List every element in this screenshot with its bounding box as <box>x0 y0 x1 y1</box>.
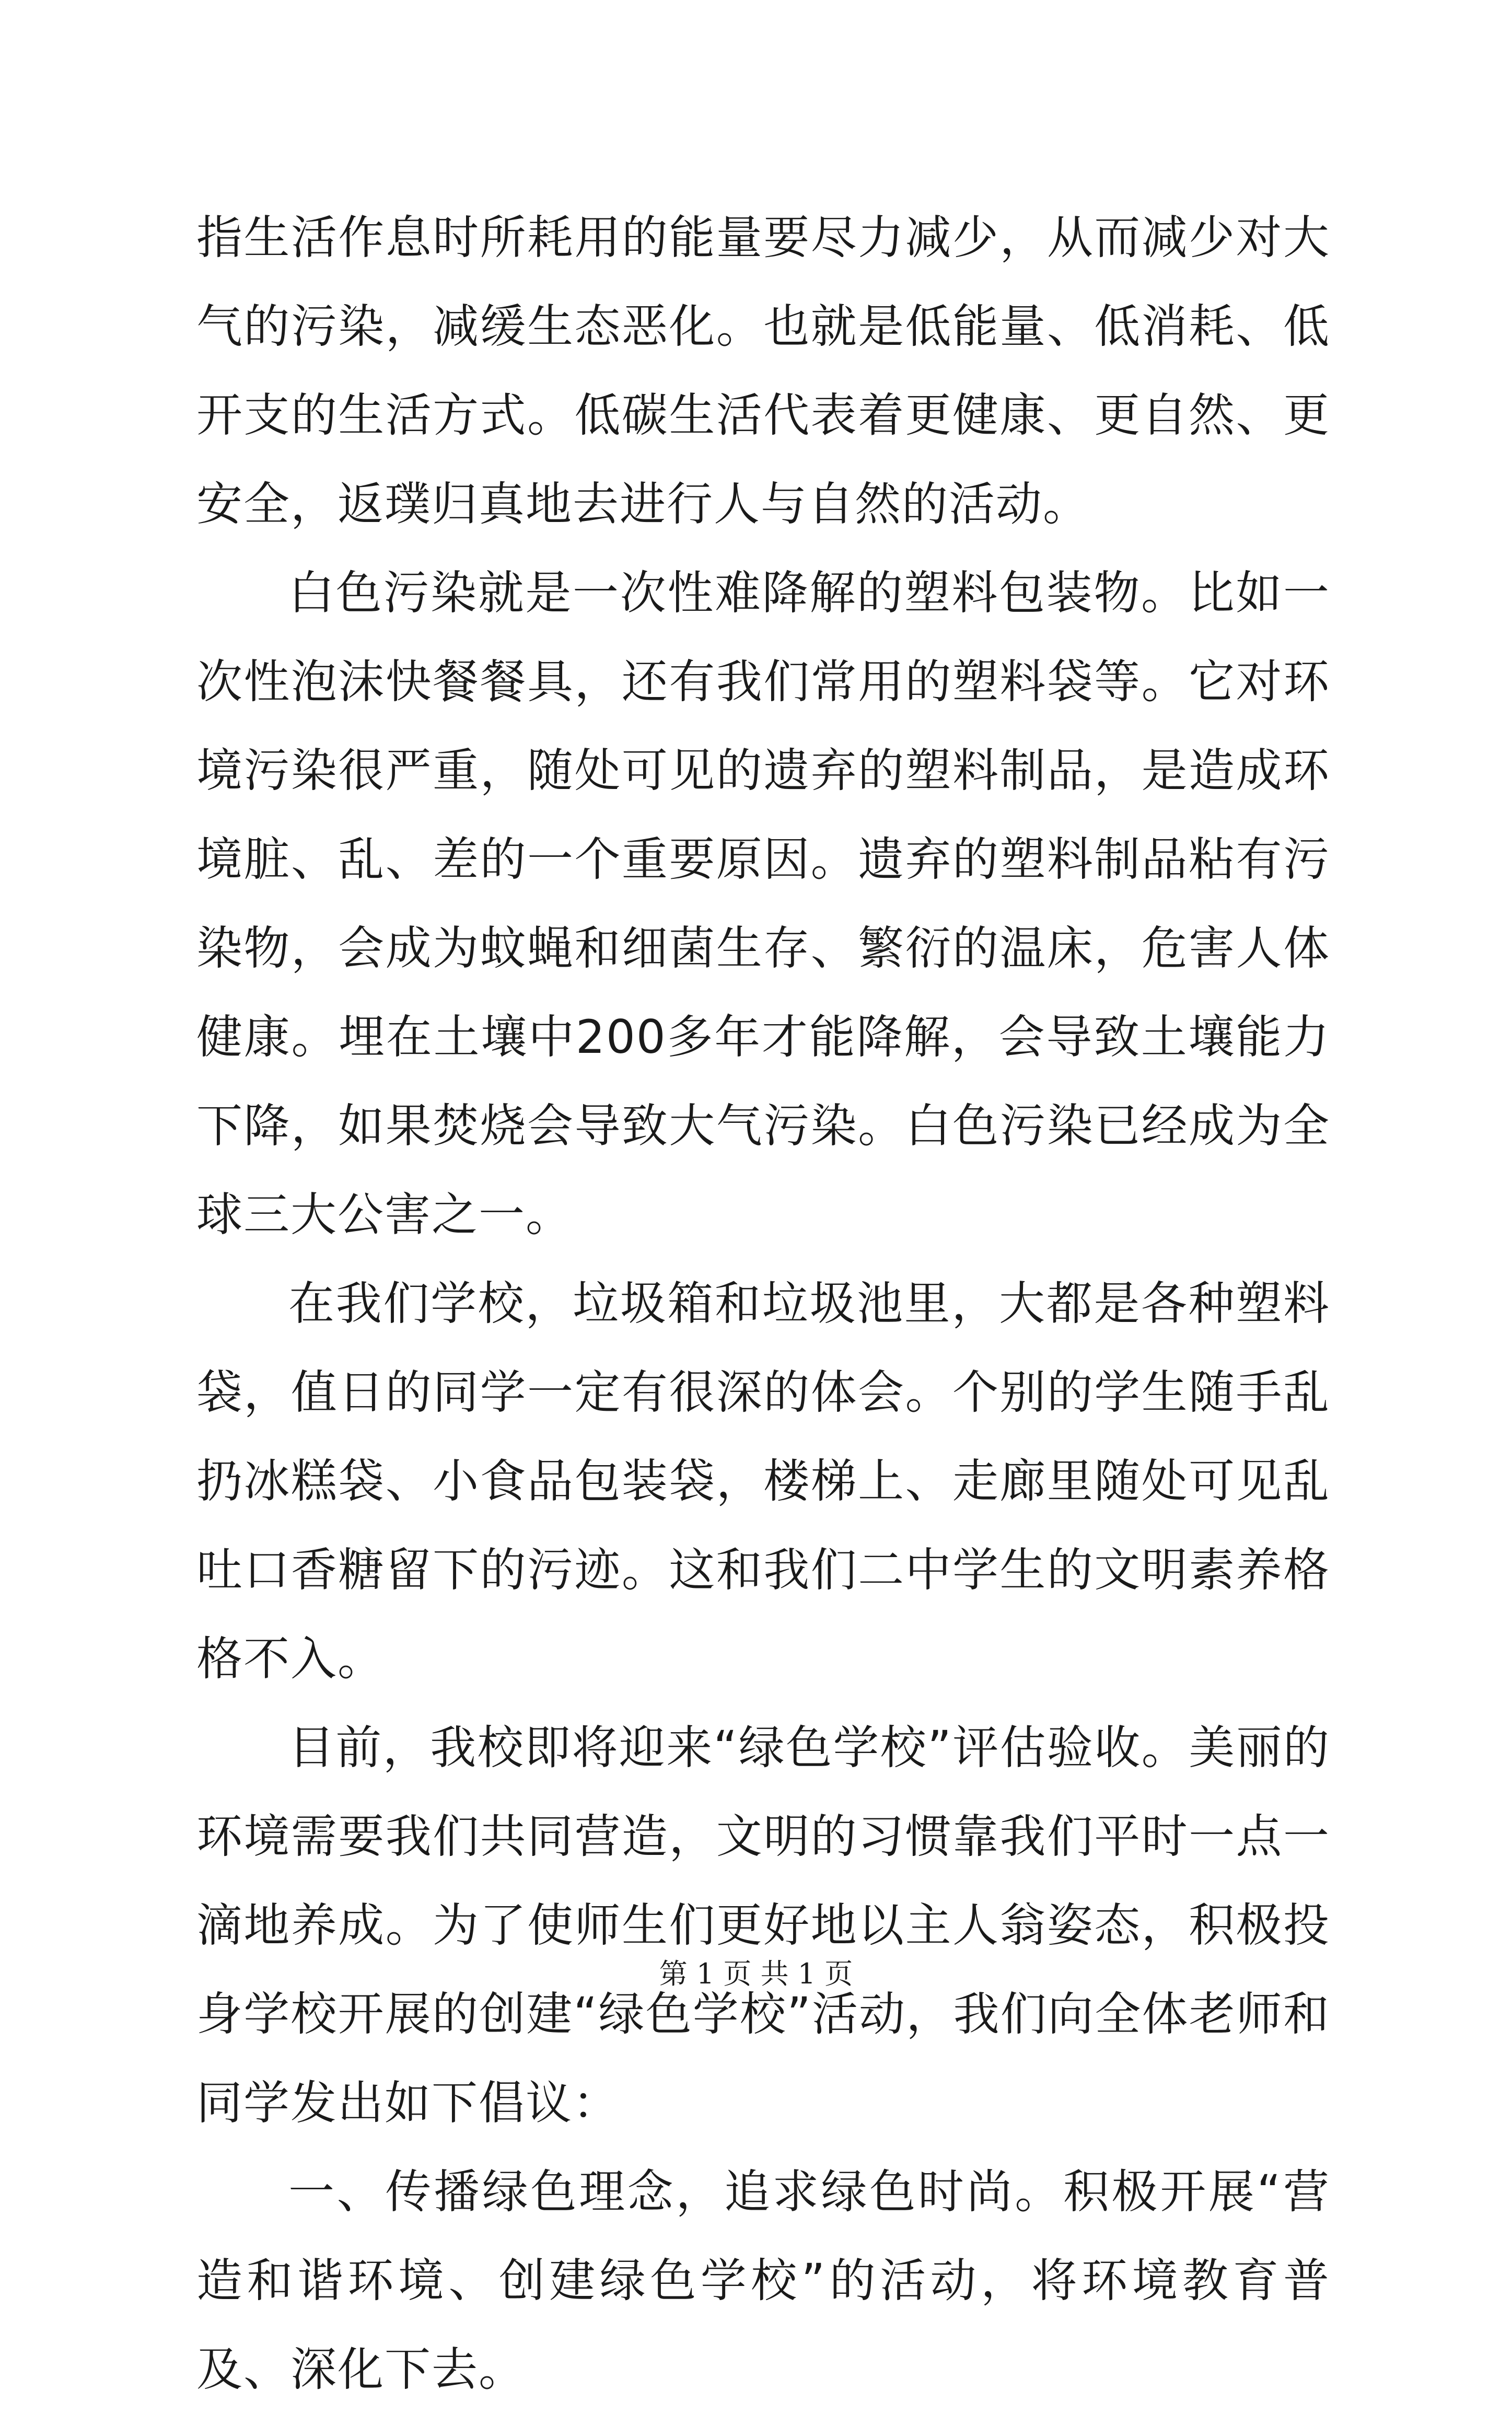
paragraph-2: 白色污染就是一次性难降解的塑料包装物。比如一次性泡沫快餐餐具，还有我们常用的塑料袋等。它对环境污染很严重，随处可见的遗弃的塑料制品，是造成环境脏、乱、差的一个重要原因。遗弃的塑料制品粘有污染物，会成为蚊蝇和细菌生存、繁衍的温床，危害人体健康。埋在土壤中200多年才能降解，会导致土壤能力下降，如果焚烧会导致大气污染。白色污染已经成为全球三大公害之一。 <box>196 566 1330 1241</box>
paragraph-1: 指生活作息时所耗用的能量要尽力减少，从而减少对大气的污染，减缓生态恶化。也就是低能量、低消耗、低开支的生活方式。低碳生活代表着更健康、更自然、更安全，返璞归真地去进行人与自然的活动。 <box>196 211 1330 531</box>
paragraph-3: 在我们学校，垃圾箱和垃圾池里，大都是各种塑料袋，值日的同学一定有很深的体会。个别的学生随手乱扔冰糕袋、小食品包装袋，楼梯上、走廊里随处可见乱吐口香糖留下的污迹。这和我们二中学生的文明素养格格不入。 <box>196 1276 1330 1686</box>
document-body <box>196 193 1330 2414</box>
page-footer: 第 1 页 共 1 页 <box>659 1957 853 1990</box>
paragraph-5: 一、传播绿色理念，追求绿色时尚。积极开展“营造和谐环境、创建绿色学校”的活动，将环境教育普及、深化下去。 <box>196 2165 1330 2396</box>
paragraph-4: 目前，我校即将迎来“绿色学校”评估验收。美丽的环境需要我们共同营造，文明的习惯靠我们平时一点一滴地养成。为了使师生们更好地以主人翁姿态，积极投身学校开展的创建“绿色学校”活动，我们向全体老师和同学发出如下倡议： <box>196 1721 1330 2130</box>
